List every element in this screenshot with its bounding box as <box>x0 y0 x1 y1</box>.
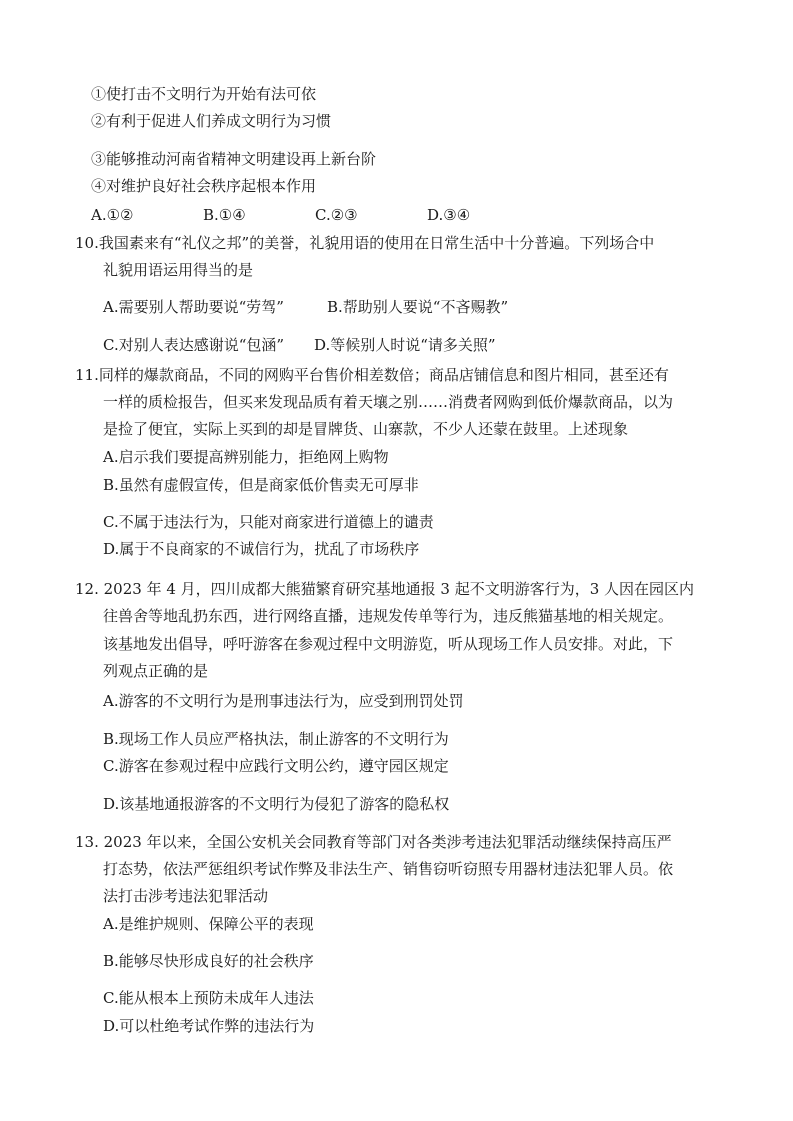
q12-option-b: B.现场工作人员应严格执法，制止游客的不文明行为 <box>103 730 449 748</box>
q12-stem-line-2: 往兽舍等地乱扔东西，进行网络直播，违规发传单等行为，违反熊猫基地的相关规定。 <box>103 607 674 625</box>
q12-stem-line-1: 12. 2023 年 4 月，四川成都大熊猫繁育研究基地通报 3 起不文明游客行为，3 人因在园区内 <box>75 580 695 598</box>
q10-option-b: B.帮助别人要说“不吝赐教” <box>327 298 509 316</box>
q12-stem-line-4: 列观点正确的是 <box>103 662 209 680</box>
q11-stem-line-2: 一样的质检报告，但买来发现品质有着天壤之别……消费者网购到低价爆款商品，以为 <box>103 393 674 411</box>
q11-option-b: B.虽然有虚假宣传，但是商家低价售卖无可厚非 <box>103 476 419 494</box>
q11-option-a: A.启示我们要提高辨别能力，拒绝网上购物 <box>103 448 389 466</box>
q10-option-d: D.等候别人时说“请多关照” <box>314 336 496 354</box>
q10-option-a: A.需要别人帮助要说“劳驾” <box>103 298 284 316</box>
q12-option-c: C.游客在参观过程中应践行文明公约，遵守园区规定 <box>103 757 449 775</box>
q9-statement-1: ①使打击不文明行为开始有法可依 <box>91 85 317 103</box>
q12-option-a: A.游客的不文明行为是刑事违法行为，应受到刑罚处罚 <box>103 692 464 710</box>
q9-option-c: C.②③ <box>315 206 358 224</box>
q11-stem-line-1: 11.同样的爆款商品，不同的网购平台售价相差数倍；商品店铺信息和图片相同，甚至还有 <box>75 366 669 384</box>
q9-statement-4: ④对维护良好社会秩序起根本作用 <box>91 177 317 195</box>
q10-option-c: C.对别人表达感谢说“包涵” <box>103 336 285 354</box>
q11-option-c: C.不属于违法行为，只能对商家进行道德上的谴责 <box>103 513 434 531</box>
q13-option-c: C.能从根本上预防未成年人违法 <box>103 989 314 1007</box>
q13-option-d: D.可以杜绝考试作弊的违法行为 <box>103 1017 315 1035</box>
q12-option-d: D.该基地通报游客的不文明行为侵犯了游客的隐私权 <box>103 795 450 813</box>
q13-option-a: A.是维护规则、保障公平的表现 <box>103 915 314 933</box>
q9-option-a: A.①② <box>91 206 134 224</box>
q13-stem-line-2: 打态势，依法严惩组织考试作弊及非法生产、销售窃听窃照专用器材违法犯罪人员。依 <box>103 860 674 878</box>
q13-stem-line-1: 13. 2023 年以来，全国公安机关会同教育等部门对各类涉考违法犯罪活动继续保持高压严 <box>75 833 672 851</box>
q9-statement-3: ③能够推动河南省精神文明建设再上新台阶 <box>91 150 377 168</box>
q13-stem-line-3: 法打击涉考违法犯罪活动 <box>103 887 269 905</box>
q9-option-b: B.①④ <box>203 206 246 224</box>
q10-stem-line-2: 礼貌用语运用得当的是 <box>103 261 254 279</box>
q9-statement-2: ②有利于促进人们养成文明行为习惯 <box>91 112 332 130</box>
q13-option-b: B.能够尽快形成良好的社会秩序 <box>103 952 314 970</box>
q10-stem-line-1: 10.我国素来有“礼仪之邦”的美誉，礼貌用语的使用在日常生活中十分普遍。下列场合中 <box>75 234 655 252</box>
q12-stem-line-3: 该基地发出倡导，呼吁游客在参观过程中文明游览，听从现场工作人员安排。对此，下 <box>103 635 674 653</box>
q9-option-d: D.③④ <box>427 206 471 224</box>
q11-option-d: D.属于不良商家的不诚信行为，扰乱了市场秩序 <box>103 540 420 558</box>
q11-stem-line-3: 是捡了便宜，实际上买到的却是冒牌货、山寨款，不少人还蒙在鼓里。上述现象 <box>103 420 629 438</box>
